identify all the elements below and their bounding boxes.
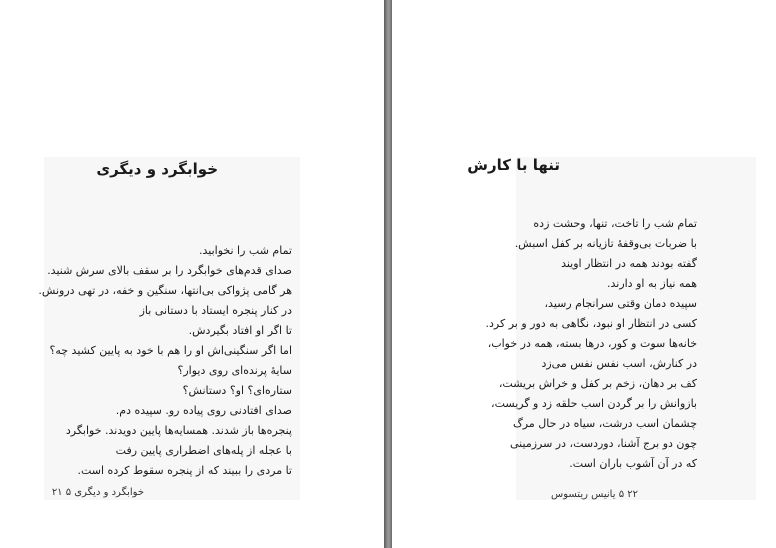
poem-line: با ضربات بی‌وقفهٔ تازیانه بر کفل اسبش. [514, 237, 697, 250]
poem-line: کسی در انتظار او نبود، نگاهی به دور و بر کرد. [485, 317, 697, 330]
poem-line: پنجره‌ها باز شدند. همسایه‌ها پایین دویدند. خوابگرد [65, 424, 292, 437]
poem-line: ستاره‌ای؟ او؟ دستانش؟ [182, 384, 292, 397]
poem-line: خانه‌ها سوت و کور، درها بسته، همه در خواب، [487, 337, 697, 350]
poem-line: بازوانش را بر گردن اسب حلقه زد و گریست، [491, 397, 697, 410]
poem-line: تا مردی را ببیند که از پنجره سقوط کرده است. [77, 464, 292, 477]
right-page [392, 0, 776, 548]
poem-line: صدای قدم‌های خوابگرد را بر سقف بالای سرش شنید. [47, 264, 292, 277]
poem-line: در کنارش، اسب نفس نفس می‌زد [541, 357, 697, 370]
poem-line: سایهٔ پرنده‌ای روی دیوار؟ [177, 364, 292, 377]
poem-line: سپیده دمان وقتی سرانجام رسید، [544, 297, 697, 310]
left-page-footer: خوابگرد و دیگری ۵ ۲۱ [51, 487, 144, 498]
poem-line: تمام شب را تاخت، تنها، وحشت زده [533, 217, 697, 230]
poem-line: تا اگر او افتاد بگیردش. [188, 324, 292, 337]
poem-line: اما اگر سنگینی‌اش او را هم با خود به پایین کشید چه؟ [49, 344, 292, 357]
poem-line: در کنار پنجره ایستاد با دستانی باز [139, 304, 292, 317]
right-poem-text [486, 214, 697, 474]
poem-line: گفته بودند همه در انتظار اویند [561, 257, 697, 270]
poem-line: صدای افتادنی روی پیاده رو. سپیده دم. [115, 404, 292, 417]
poem-line: که در آن آشوب باران است. [569, 457, 697, 470]
left-page-title: خوابگرد و دیگری [96, 160, 218, 178]
left-page [0, 0, 384, 548]
poem-line: کف بر دهان، زخم بر کفل و خراش بریشت، [498, 377, 697, 390]
poem-line: همه نیاز به او دارند. [606, 277, 697, 290]
left-poem-text [38, 241, 292, 481]
right-page-footer: ۲۲ ۵ یانیس ریتسوس [551, 489, 638, 500]
page-gutter [384, 0, 392, 548]
poem-line: هر گامی پژواکی بی‌انتها، سنگین و خفه، در تهی درونش. [38, 284, 292, 297]
right-page-title: تنها با کارش [467, 156, 560, 174]
poem-line: چون دو برج آشنا، دوردست، در سرزمینی [510, 437, 697, 450]
poem-line: تمام شب را نخوابید. [198, 244, 292, 257]
poem-line: با عجله از پله‌های اضطراری پایین رفت [115, 444, 292, 457]
poem-line: چشمان اسب درشت، سیاه در حال مرگ [512, 417, 697, 430]
